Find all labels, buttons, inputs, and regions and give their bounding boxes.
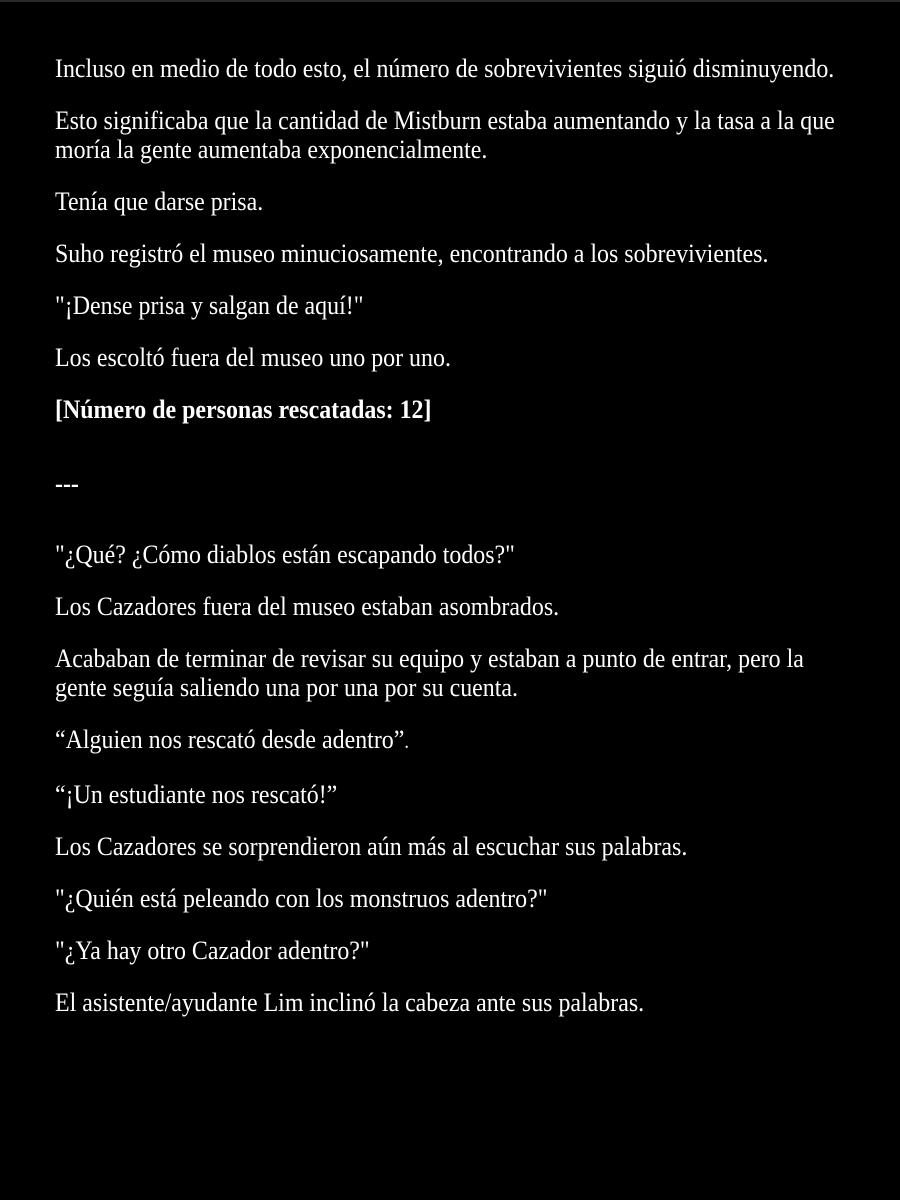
paragraph: Tenía que darse prisa.: [55, 187, 264, 216]
document-body: [55, 54, 837, 1040]
dialogue-paragraph: “¡Un estudiante nos rescató!”: [55, 780, 338, 809]
paragraph: Suho registró el museo minuciosamente, encontrando a los sobrevivientes.: [55, 239, 769, 268]
dialogue-text: “Alguien nos rescató desde adentro”: [55, 725, 405, 754]
dialogue-paragraph: "¿Quién está peleando con los monstruos adentro?": [55, 884, 548, 913]
paragraph: Esto significaba que la cantidad de Mistburn estaba aumentando y la tasa a la que moría la gente aumentaba exponencialmente.: [55, 106, 835, 164]
dialogue-paragraph: [55, 725, 837, 757]
rescued-count-notice: [Número de personas rescatadas: 12]: [55, 395, 432, 424]
paragraph: Incluso en medio de todo esto, el número de sobrevivientes siguió disminuyendo.: [55, 54, 835, 83]
paragraph: El asistente/ayudante Lim inclinó la cabeza ante sus palabras.: [55, 988, 645, 1017]
paragraph: Los Cazadores fuera del museo estaban asombrados.: [55, 592, 560, 621]
dialogue-paragraph: "¡Dense prisa y salgan de aquí!": [55, 291, 364, 320]
paragraph: Acababan de terminar de revisar su equipo y estaban a punto de entrar, pero la gente seguía saliendo una por una por su cuenta.: [55, 644, 804, 702]
dialogue-paragraph: "¿Ya hay otro Cazador adentro?": [55, 936, 370, 965]
section-separator: ---: [55, 469, 79, 498]
paragraph: Los Cazadores se sorprendieron aún más al escuchar sus palabras.: [55, 832, 688, 861]
trailing-period: .: [404, 731, 409, 753]
dialogue-paragraph: "¿Qué? ¿Cómo diablos están escapando todos?": [55, 540, 515, 569]
paragraph: Los escoltó fuera del museo uno por uno.: [55, 343, 451, 372]
